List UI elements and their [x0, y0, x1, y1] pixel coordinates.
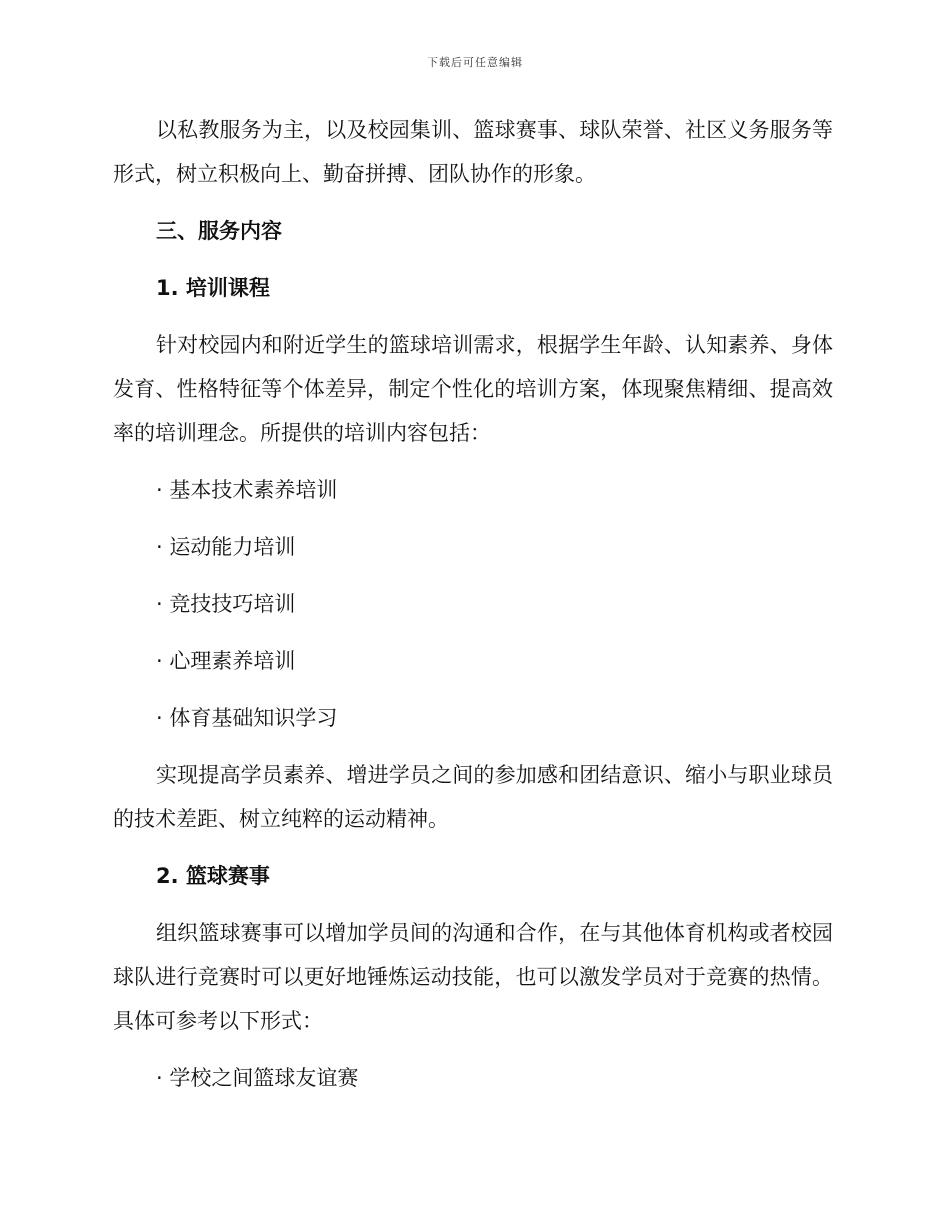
page-header: 下载后可任意编辑 [427, 56, 523, 69]
paragraph-intro: 以私教服务为主，以及校园集训、篮球赛事、球队荣誉、社区义务服务等形式，树立积极向上、勤奋拼搏、团队协作的形象。 [113, 118, 833, 186]
list-item-event-friendly: · 学校之间篮球友谊赛 [156, 1066, 359, 1090]
list-item-training-skills: · 竞技技巧培训 [156, 592, 296, 616]
section-heading-service-content: 三、服务内容 [156, 219, 282, 243]
list-item-training-psychology: · 心理素养培训 [156, 649, 296, 673]
paragraph-training-needs: 针对校园内和附近学生的篮球培训需求，根据学生年龄、认知素养、身体发育、性格特征等个体差异，制定个性化的培训方案，体现聚焦精细、提高效率的培训理念。所提供的培训内容包括： [113, 333, 833, 445]
list-item-training-basic: · 基本技术素养培训 [156, 478, 338, 502]
document-body [113, 108, 833, 1113]
paragraph-events: 组织篮球赛事可以增加学员间的沟通和合作，在与其他体育机构或者校园球队进行竞赛时可以更好地锤炼运动技能，也可以激发学员对于竞赛的热情。具体可参考以下形式： [113, 921, 833, 1033]
paragraph-training-goals: 实现提高学员素养、增进学员之间的参加感和团结意识、缩小与职业球员的技术差距、树立纯粹的运动精神。 [113, 763, 833, 831]
list-item-training-knowledge: · 体育基础知识学习 [156, 706, 338, 730]
subheading-basketball-events: 2. 篮球赛事 [156, 864, 270, 888]
list-item-training-athletic: · 运动能力培训 [156, 535, 296, 559]
subheading-training-courses: 1. 培训课程 [156, 276, 270, 300]
